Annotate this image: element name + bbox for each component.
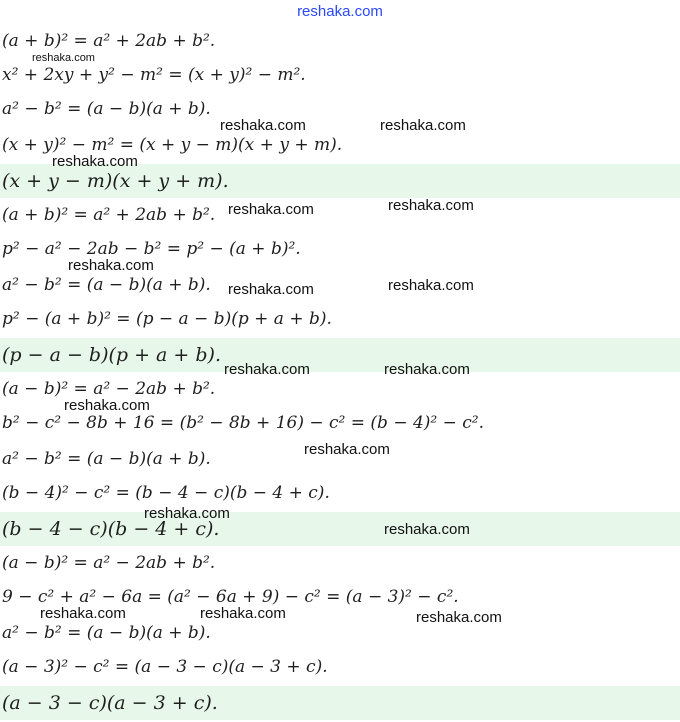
- watermark: reshaka.com: [200, 605, 286, 622]
- watermark: reshaka.com: [144, 505, 230, 522]
- watermark: reshaka.com: [304, 441, 390, 458]
- formula-line: 9 − c² + a² − 6a = (a² − 6a + 9) − c² = (a − 3)² − c².: [2, 587, 459, 607]
- formula-line: (b − 4)² − c² = (b − 4 − c)(b − 4 + c).: [2, 483, 330, 503]
- watermark: reshaka.com: [384, 521, 470, 538]
- watermark: reshaka.com: [416, 609, 502, 626]
- formula-line: b² − c² − 8b + 16 = (b² − 8b + 16) − c² = (b − 4)² − c².: [2, 413, 485, 433]
- watermark: reshaka.com: [52, 153, 138, 170]
- formula-line: (a + b)² = a² + 2ab + b².: [2, 31, 216, 51]
- watermark: reshaka.com: [32, 52, 95, 64]
- watermark: reshaka.com: [224, 361, 310, 378]
- watermark: reshaka.com: [388, 197, 474, 214]
- formula-line: (a − 3)² − c² = (a − 3 − c)(a − 3 + c).: [2, 657, 328, 677]
- formula-line: (a − b)² = a² − 2ab + b².: [2, 379, 216, 399]
- formula-line: x² + 2xy + y² − m² = (x + y)² − m².: [2, 65, 306, 85]
- watermark: reshaka.com: [228, 281, 314, 298]
- site-header-link[interactable]: reshaka.com: [297, 3, 383, 20]
- watermark: reshaka.com: [228, 201, 314, 218]
- answer-line: (p − a − b)(p + a + b).: [0, 338, 680, 372]
- formula-line: (x + y)² − m² = (x + y − m)(x + y + m).: [2, 135, 343, 155]
- formula-line: a² − b² = (a − b)(a + b).: [2, 99, 211, 119]
- watermark: reshaka.com: [384, 361, 470, 378]
- answer-line: (b − 4 − c)(b − 4 + c).: [0, 512, 680, 546]
- answer-line: (x + y − m)(x + y + m).: [0, 164, 680, 198]
- answer-line: (a − 3 − c)(a − 3 + c).: [0, 686, 680, 720]
- watermark: reshaka.com: [40, 605, 126, 622]
- formula-line: a² − b² = (a − b)(a + b).: [2, 623, 211, 643]
- watermark: reshaka.com: [64, 397, 150, 414]
- formula-line: (a − b)² = a² − 2ab + b².: [2, 553, 216, 573]
- formula-line: a² − b² = (a − b)(a + b).: [2, 449, 211, 469]
- watermark: reshaka.com: [68, 257, 154, 274]
- watermark: reshaka.com: [380, 117, 466, 134]
- watermark: reshaka.com: [220, 117, 306, 134]
- formula-line: (a + b)² = a² + 2ab + b².: [2, 205, 216, 225]
- formula-line: a² − b² = (a − b)(a + b).: [2, 275, 211, 295]
- formula-line: p² − (a + b)² = (p − a − b)(p + a + b).: [2, 309, 332, 329]
- watermark: reshaka.com: [388, 277, 474, 294]
- formula-line: p² − a² − 2ab − b² = p² − (a + b)².: [2, 239, 301, 259]
